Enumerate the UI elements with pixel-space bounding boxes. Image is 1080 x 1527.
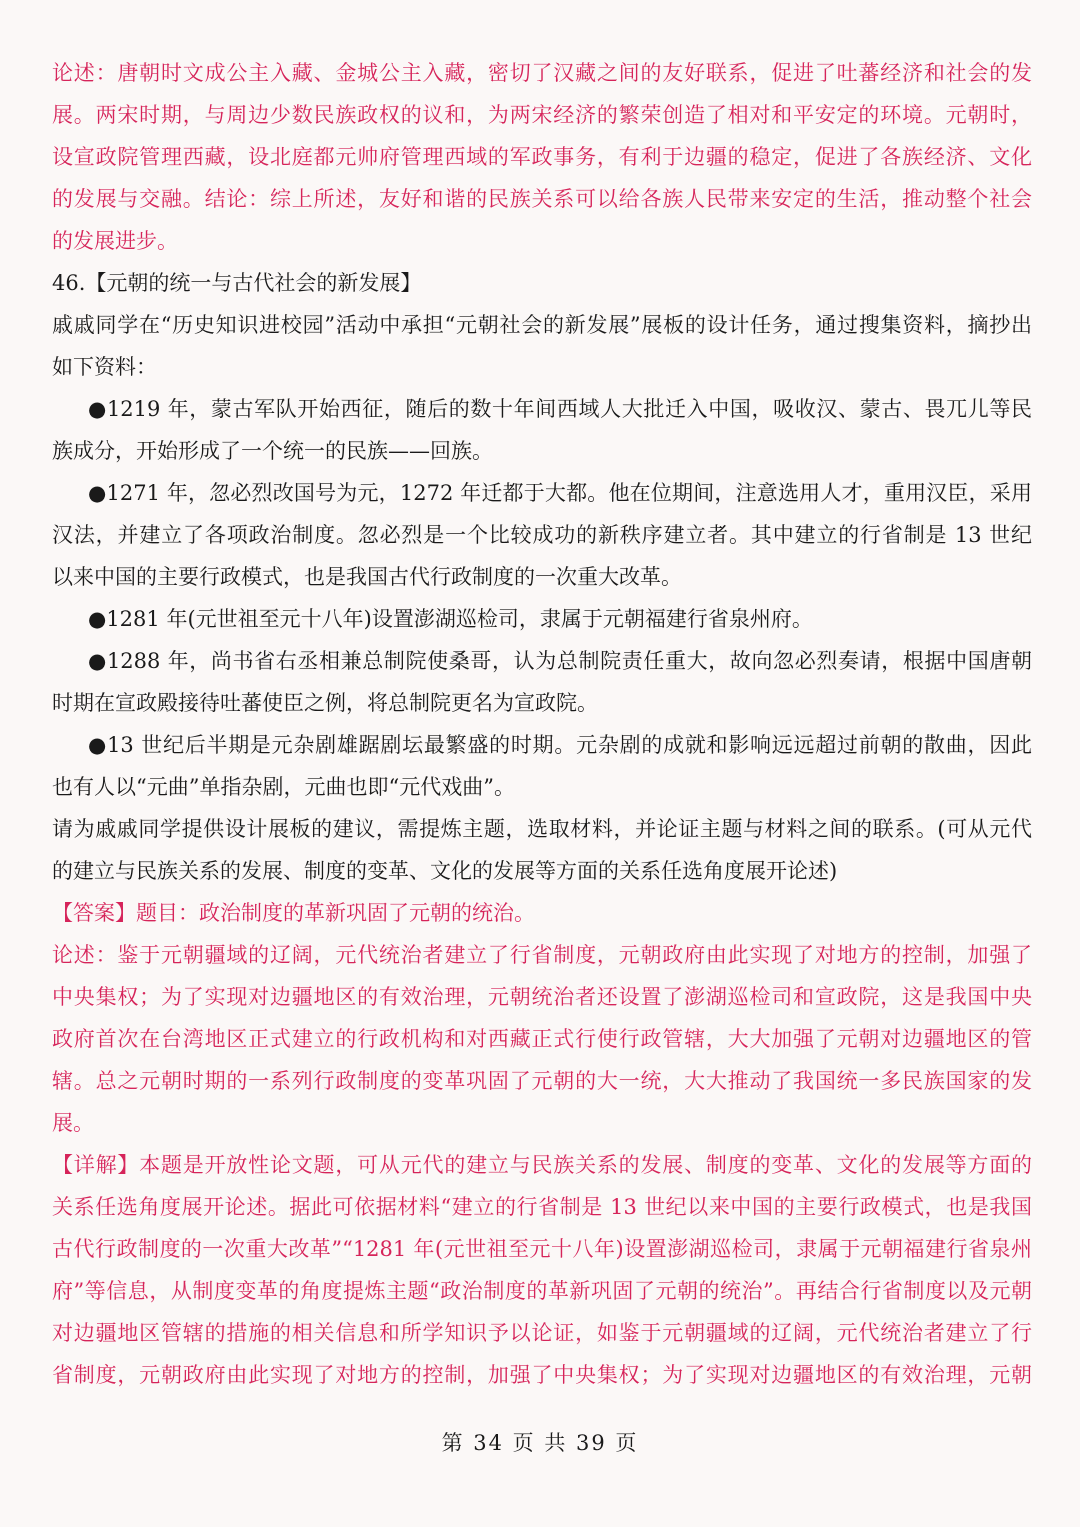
material-4 xyxy=(52,640,1032,724)
text-line: ●1288 年，尚书省右丞相兼总制院使桑哥，认为总制院责任重大，故向忽必烈奏请，根据中国唐朝 xyxy=(88,649,1032,673)
text-line: 【详解】本题是开放性论文题，可从元代的建立与民族关系的发展、制度的变革、文化的发展等方面的 xyxy=(52,1153,1032,1177)
material-5 xyxy=(52,724,1032,808)
text-line: 的建立与民族关系的发展、制度的变革、文化的发展等方面的关系任选角度展开论述) xyxy=(52,859,838,883)
text-line: 展。 xyxy=(52,1111,94,1135)
text-line: 论述：唐朝时文成公主入藏、金城公主入藏，密切了汉藏之间的友好联系，促进了吐蕃经济和社会的发 xyxy=(52,61,1032,85)
text-line: ●1281 年(元世祖至元十八年)设置澎湖巡检司，隶属于元朝福建行省泉州府。 xyxy=(88,607,813,631)
text-line: 的发展与交融。结论：综上所述，友好和谐的民族关系可以给各族人民带来安定的生活，推动整个社会 xyxy=(52,187,1032,211)
text-line: 省制度，元朝政府由此实现了对地方的控制，加强了中央集权；为了实现对边疆地区的有效治理，元朝 xyxy=(52,1363,1032,1387)
question-46-task xyxy=(52,808,1032,892)
material-1 xyxy=(52,388,1032,472)
previous-answer-paragraph xyxy=(52,52,1032,262)
text-line: 中央集权；为了实现对边疆地区的有效治理，元朝统治者还设置了澎湖巡检司和宣政院，这是我国中央 xyxy=(52,985,1032,1009)
text-line: 论述：鉴于元朝疆域的辽阔，元代统治者建立了行省制度，元朝政府由此实现了对地方的控制，加强了 xyxy=(52,943,1032,967)
material-2 xyxy=(52,472,1032,598)
text-line: ●1219 年，蒙古军队开始西征，随后的数十年间西域人大批迁入中国，吸收汉、蒙古、畏兀儿等民 xyxy=(88,397,1032,421)
text-line: 以来中国的主要行政模式，也是我国古代行政制度的一次重大改革。 xyxy=(52,565,682,589)
text-line: 政府首次在台湾地区正式建立的行政机构和对西藏正式行使行政管辖，大大加强了元朝对边疆地区的管 xyxy=(52,1027,1032,1051)
question-46-intro xyxy=(52,304,1032,388)
text-line: 时期在宣政殿接待吐蕃使臣之例，将总制院更名为宣政院。 xyxy=(52,691,598,715)
text-line: 关系任选角度展开论述。据此可依据材料“建立的行省制是 13 世纪以来中国的主要行政模式，也是我国 xyxy=(52,1195,1032,1219)
detail-body xyxy=(52,1144,1032,1396)
text-line: 请为戚戚同学提供设计展板的建议，需提炼主题，选取材料，并论证主题与材料之间的联系。(可从元代 xyxy=(52,817,1032,841)
text-line: 设宣政院管理西藏，设北庭都元帅府管理西域的军政事务，有利于边疆的稳定，促进了各族经济、文化 xyxy=(52,145,1032,169)
text-line: 戚戚同学在“历史知识进校园”活动中承担“元朝社会的新发展”展板的设计任务，通过搜集资料，摘抄出 xyxy=(52,313,1032,337)
answer-title: 【答案】题目：政治制度的革新巩固了元朝的统治。 xyxy=(52,901,535,925)
text-line: 的发展进步。 xyxy=(52,229,178,253)
text-line: 也有人以“元曲”单指杂剧，元曲也即“元代戏曲”。 xyxy=(52,775,515,799)
material-3 xyxy=(52,598,1032,640)
text-line: 府”等信息，从制度变革的角度提炼主题“政治制度的革新巩固了元朝的统治”。再结合行省制度以及元朝 xyxy=(52,1279,1032,1303)
text-line: 族成分，开始形成了一个统一的民族——回族。 xyxy=(52,439,493,463)
text-line: 展。两宋时期，与周边少数民族政权的议和，为两宋经济的繁荣创造了相对和平安定的环境。元朝时， xyxy=(52,103,1032,127)
text-line: 如下资料： xyxy=(52,355,157,379)
text-line: ●1271 年，忽必烈改国号为元，1272 年迁都于大都。他在位期间，注意选用人才，重用汉臣，采用 xyxy=(88,481,1032,505)
question-46-title: 46.【元朝的统一与古代社会的新发展】 xyxy=(52,271,422,295)
text-line: ●13 世纪后半期是元杂剧雄踞剧坛最繁盛的时期。元杂剧的成就和影响远远超过前朝的散曲，因此 xyxy=(88,733,1032,757)
page-content xyxy=(52,52,1032,1396)
page-number-footer: 第 34 页 共 39 页 xyxy=(441,1431,639,1455)
text-line: 辖。总之元朝时期的一系列行政制度的变革巩固了元朝的大一统，大大推动了我国统一多民族国家的发 xyxy=(52,1069,1032,1093)
answer-body xyxy=(52,934,1032,1144)
text-line: 对边疆地区管辖的措施的相关信息和所学知识予以论证，如鉴于元朝疆域的辽阔，元代统治者建立了行 xyxy=(52,1321,1032,1345)
text-line: 古代行政制度的一次重大改革”“1281 年(元世祖至元十八年)设置澎湖巡检司，隶属于元朝福建行省泉州 xyxy=(52,1237,1032,1261)
text-line: 汉法，并建立了各项政治制度。忽必烈是一个比较成功的新秩序建立者。其中建立的行省制是 13 世纪 xyxy=(52,523,1032,547)
